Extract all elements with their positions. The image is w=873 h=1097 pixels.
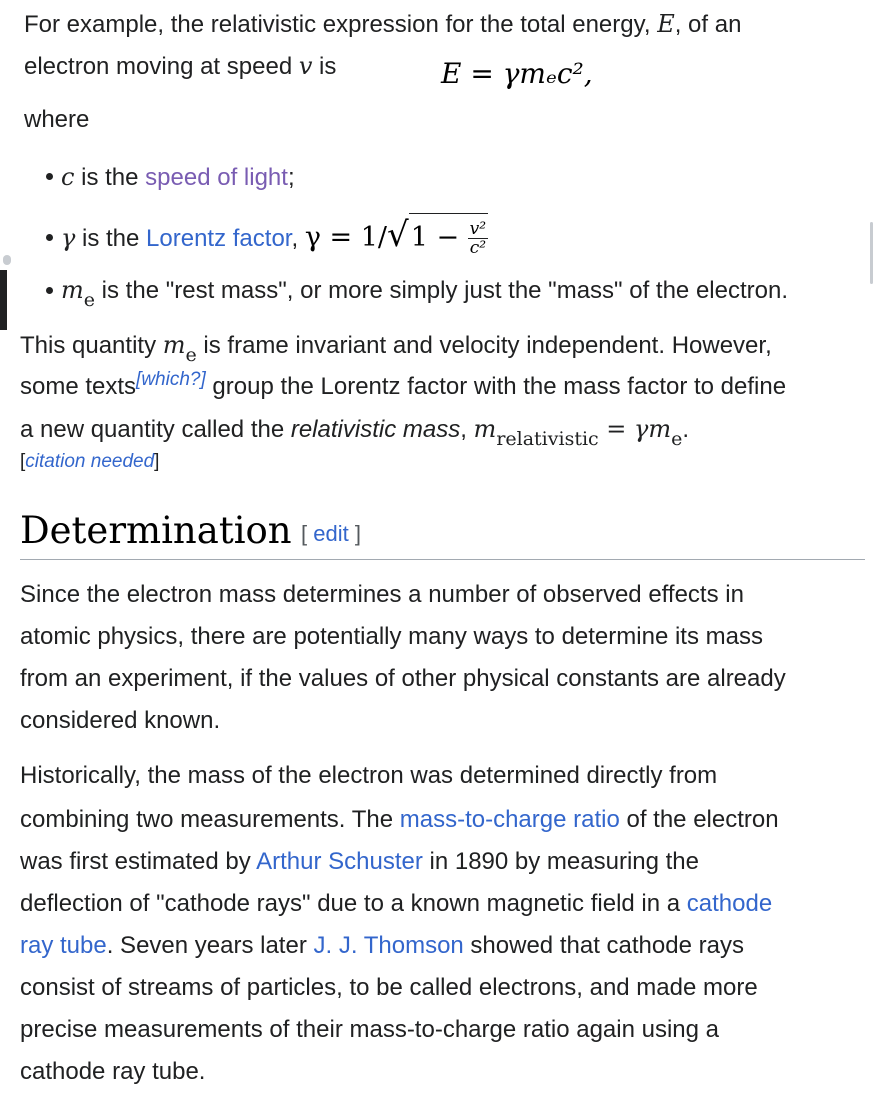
para1-l3-end: . bbox=[682, 416, 690, 443]
para1-l2-post: group the Lorentz factor with the mass factor to define bbox=[205, 373, 787, 400]
section-heading bbox=[20, 503, 865, 560]
para3-l5-mid: . Seven years later bbox=[106, 932, 314, 959]
list-item-rest-mass bbox=[61, 271, 788, 311]
para1-line-2 bbox=[20, 367, 786, 407]
var-c: c bbox=[61, 163, 75, 191]
edit-section bbox=[301, 521, 361, 547]
para2-line: from an experiment, if the values of other physical constants are already bbox=[20, 665, 786, 692]
para3-line-1: Historically, the mass of the electron was determined directly from bbox=[20, 762, 718, 789]
arthur-schuster-link[interactable]: Arthur Schuster bbox=[256, 848, 423, 875]
var-m-e: m bbox=[162, 331, 186, 359]
subscript-relativistic: relativistic bbox=[496, 428, 599, 450]
para2-line: considered known. bbox=[20, 707, 221, 734]
para3-line-3 bbox=[20, 841, 699, 883]
cathode-ray-tube-link[interactable]: cathode bbox=[686, 890, 773, 917]
bullet2-text: is the bbox=[75, 225, 147, 252]
para3-l4-pre: deflection of "cathode rays" due to a known magnetic field in a bbox=[20, 890, 687, 917]
para2-line: atomic physics, there are potentially many ways to determine its mass bbox=[20, 623, 763, 650]
bullet1-end: ; bbox=[287, 164, 295, 191]
lorentz-formula bbox=[304, 215, 488, 258]
para1-l2-pre: some texts bbox=[20, 373, 137, 400]
intro-line-2 bbox=[24, 47, 336, 86]
where-label: where bbox=[24, 106, 90, 133]
edit-bracket-close: ] bbox=[348, 521, 361, 546]
bullet-dot-1 bbox=[46, 173, 53, 180]
bullet3-text: is the "rest mass", or more simply just the "mass" of the electron. bbox=[95, 277, 788, 304]
para3-l2-post: of the electron bbox=[619, 806, 779, 833]
subscript-e: e bbox=[185, 344, 197, 366]
bullet2-sep: , bbox=[291, 225, 305, 252]
cathode-ray-tube-link[interactable]: ray tube bbox=[20, 932, 107, 959]
edit-link[interactable]: edit bbox=[313, 521, 349, 546]
energy-equation: E = γmₑc², bbox=[441, 57, 593, 90]
sqrt-sign: √ bbox=[387, 215, 409, 255]
citation-open: [ bbox=[20, 451, 26, 472]
intro-line2-pre: electron moving at speed bbox=[24, 53, 299, 80]
edge-marker bbox=[3, 255, 11, 265]
subscript-e: e bbox=[83, 289, 96, 311]
rel-mass-eq: = γm bbox=[598, 415, 672, 443]
relativistic-mass-term: relativistic mass bbox=[290, 416, 461, 443]
para3-line-4 bbox=[20, 883, 772, 925]
section-title: Determination bbox=[20, 509, 292, 552]
edit-bracket-open: [ bbox=[301, 521, 314, 546]
list-item-speed-of-light bbox=[61, 158, 295, 197]
para3-l3-post: in 1890 by measuring the bbox=[422, 848, 700, 875]
para2-line: Since the electron mass determines a number of observed effects in bbox=[20, 581, 744, 608]
para1-l1-post: is frame invariant and velocity independent. However, bbox=[196, 332, 772, 359]
para1-l3-pre: a new quantity called the bbox=[20, 416, 291, 443]
var-gamma: γ bbox=[61, 224, 76, 252]
para1-line-3 bbox=[20, 409, 689, 451]
subscript-e2: e bbox=[671, 428, 683, 450]
intro-text-pre: For example, the relativistic expression for the total energy, bbox=[24, 11, 658, 38]
which-link[interactable]: [which?] bbox=[136, 369, 206, 390]
frac-numerator: v² bbox=[469, 219, 487, 239]
citation-needed bbox=[20, 450, 159, 474]
var-E: E bbox=[657, 10, 675, 38]
list-item-lorentz-factor bbox=[61, 211, 488, 263]
para3-l5-post: showed that cathode rays bbox=[463, 932, 744, 959]
mass-to-charge-ratio-link[interactable]: mass-to-charge ratio bbox=[399, 806, 620, 833]
jj-thomson-link[interactable]: J. J. Thomson bbox=[313, 932, 464, 959]
v2-over-c2 bbox=[468, 220, 488, 257]
sqrt-one-minus: 1 − bbox=[410, 222, 468, 253]
var-m: m bbox=[61, 276, 84, 304]
bullet1-text: is the bbox=[74, 164, 146, 191]
var-m-rel: m bbox=[473, 415, 497, 443]
para3-line-5 bbox=[20, 925, 744, 967]
intro-line-1 bbox=[24, 5, 741, 44]
para3-l3-pre: was first estimated by bbox=[20, 848, 257, 875]
para3-line-6: consist of streams of particles, to be called electrons, and made more bbox=[20, 974, 758, 1001]
citation-needed-link[interactable]: citation needed bbox=[25, 451, 155, 472]
sqrt-radicand bbox=[409, 213, 488, 262]
lorentz-formula-lhs: γ = 1/ bbox=[304, 222, 388, 253]
edge-bar bbox=[0, 270, 7, 330]
var-v: v bbox=[298, 52, 313, 80]
frac-denominator: c² bbox=[469, 238, 487, 258]
para1-l1-pre: This quantity bbox=[20, 332, 163, 359]
citation-close: ] bbox=[154, 451, 160, 472]
para3-l2-pre: combining two measurements. The bbox=[20, 806, 400, 833]
intro-text-post: , of an bbox=[674, 11, 742, 38]
bullet-dot-2 bbox=[46, 234, 53, 241]
speed-of-light-link[interactable]: speed of light bbox=[145, 164, 288, 191]
para3-line-8: cathode ray tube. bbox=[20, 1058, 206, 1085]
para1-line-1 bbox=[20, 325, 772, 367]
intro-line2-post: is bbox=[312, 53, 337, 80]
para3-line-2 bbox=[20, 799, 779, 841]
lorentz-factor-link[interactable]: Lorentz factor bbox=[146, 225, 292, 252]
para1-l3-sep: , bbox=[460, 416, 474, 443]
para3-line-7: precise measurements of their mass-to-charge ratio again using a bbox=[20, 1016, 719, 1043]
bullet-dot-3 bbox=[46, 287, 53, 294]
